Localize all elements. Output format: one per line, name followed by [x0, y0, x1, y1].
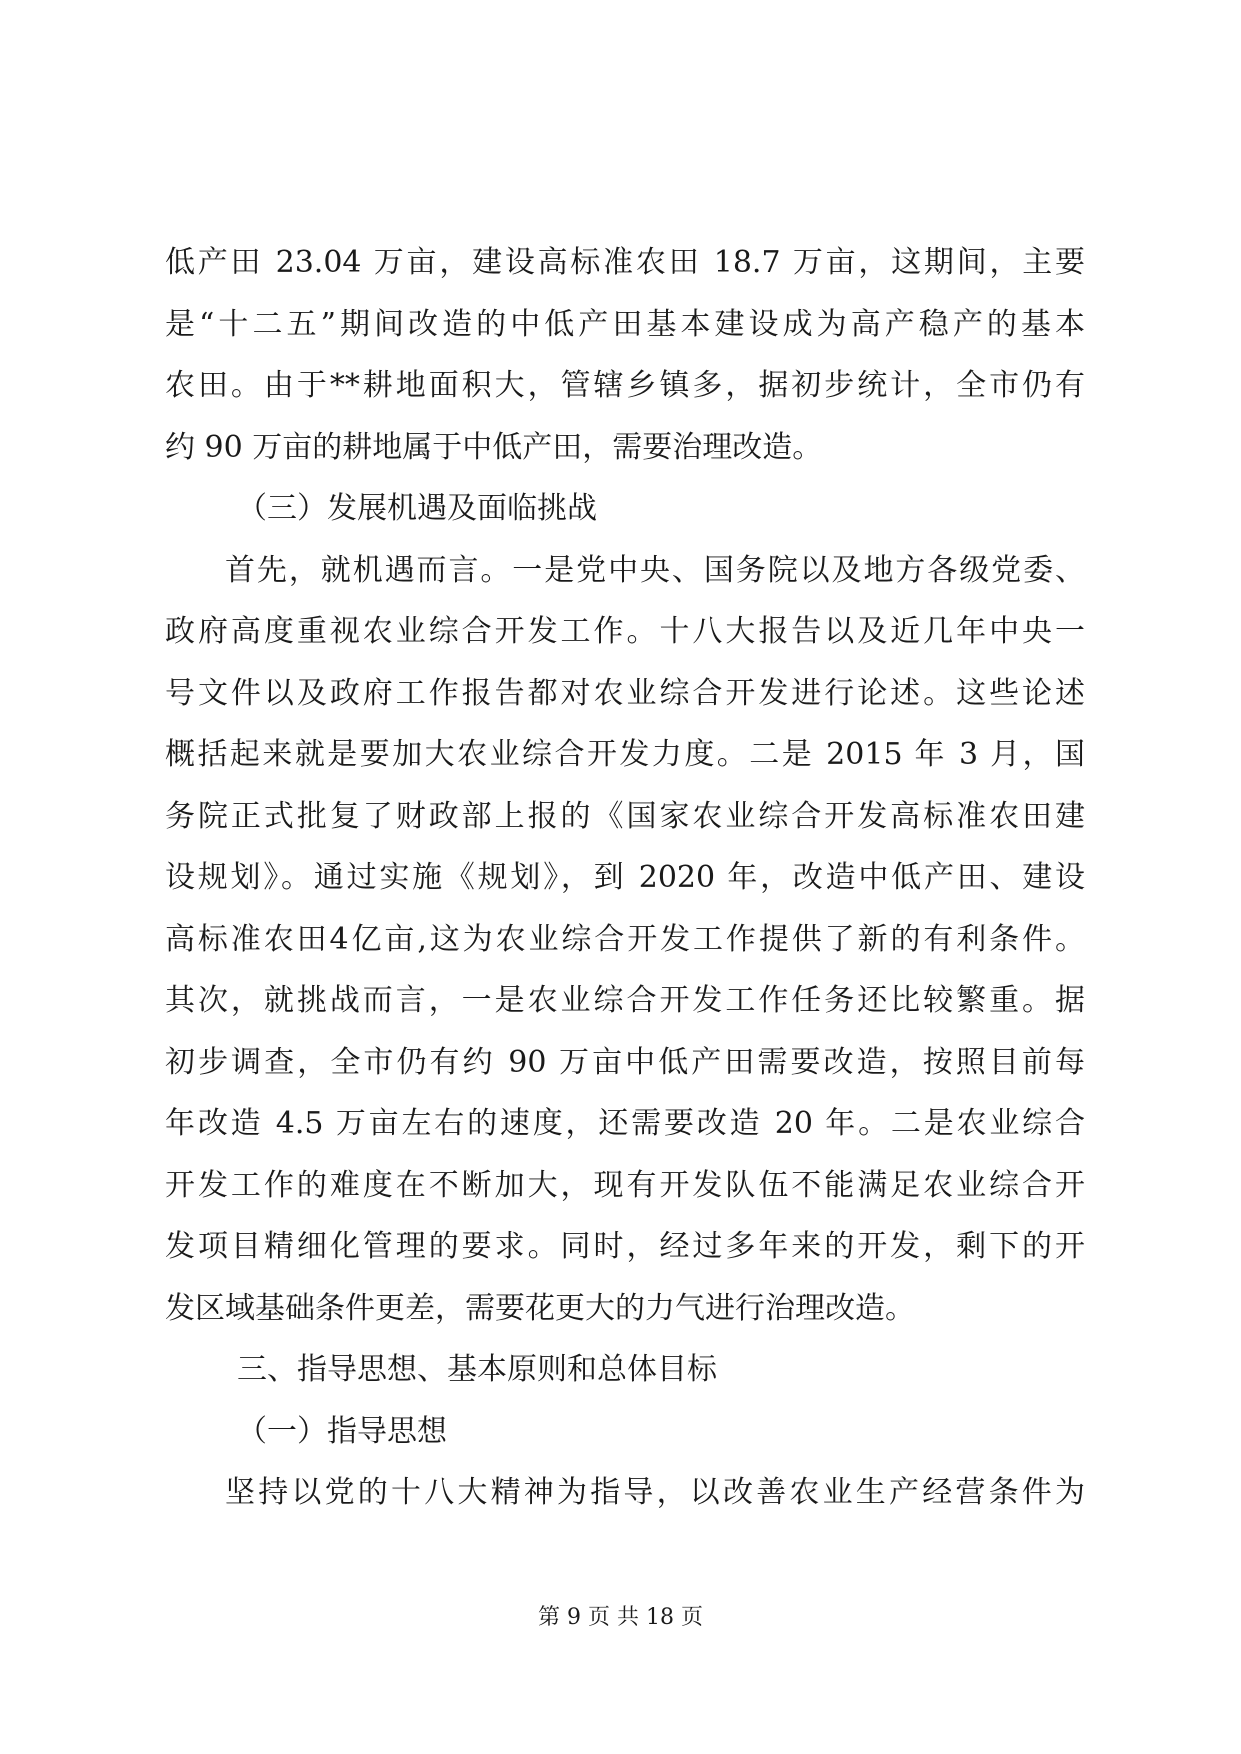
text-line: 发区域基础条件更差，需要花更大的力气进行治理改造。: [165, 1290, 915, 1326]
text-line: 农田。由于**耕地面积大，管辖乡镇多，据初步统计，全市仍有: [165, 368, 1085, 403]
text-line: 约 90 万亩的耕地属于中低产田，需要治理改造。: [165, 429, 823, 465]
section-heading: （一）指导思想: [237, 1413, 447, 1449]
text-line: 坚持以党的十八大精神为指导，以改善农业生产经营条件为: [225, 1475, 1085, 1510]
text-line: 初步调查，全市仍有约 90 万亩中低产田需要改造，按照目前每: [165, 1044, 1085, 1080]
body-text: [165, 232, 1085, 1524]
text-line: 年改造 4.5 万亩左右的速度，还需要改造 20 年。二是农业综合: [165, 1106, 1085, 1141]
text-line: 高标准农田4亿亩,这为农业综合开发工作提供了新的有利条件。: [165, 921, 1085, 957]
text-line: 发项目精细化管理的要求。同时，经过多年来的开发，剩下的开: [165, 1229, 1085, 1264]
page-footer: 第 9 页 共 18 页: [538, 1605, 703, 1630]
text-line: 概括起来就是要加大农业综合开发力度。二是 2015 年 3 月，国: [165, 737, 1085, 772]
text-line: 其次，就挑战而言，一是农业综合开发工作任务还比较繁重。据: [165, 983, 1085, 1018]
text-line: 务院正式批复了财政部上报的《国家农业综合开发高标准农田建: [165, 798, 1085, 834]
text-line: 首先，就机遇而言。一是党中央、国务院以及地方各级党委、: [225, 552, 1085, 588]
text-line: 设规划》。通过实施《规划》，到 2020 年，改造中低产田、建设: [165, 860, 1085, 895]
text-line: 号文件以及政府工作报告都对农业综合开发进行论述。这些论述: [165, 675, 1085, 711]
text-line: 政府高度重视农业综合开发工作。十八大报告以及近几年中央一: [165, 614, 1085, 649]
text-line: 低产田 23.04 万亩，建设高标准农田 18.7 万亩，这期间，主要: [165, 245, 1085, 280]
section-heading: 三、指导思想、基本原则和总体目标: [237, 1352, 717, 1387]
section-heading: （三）发展机遇及面临挑战: [237, 491, 597, 526]
text-line: 是“十二五”期间改造的中低产田基本建设成为高产稳产的基本: [165, 306, 1085, 342]
text-line: 开发工作的难度在不断加大，现有开发队伍不能满足农业综合开: [165, 1167, 1085, 1203]
